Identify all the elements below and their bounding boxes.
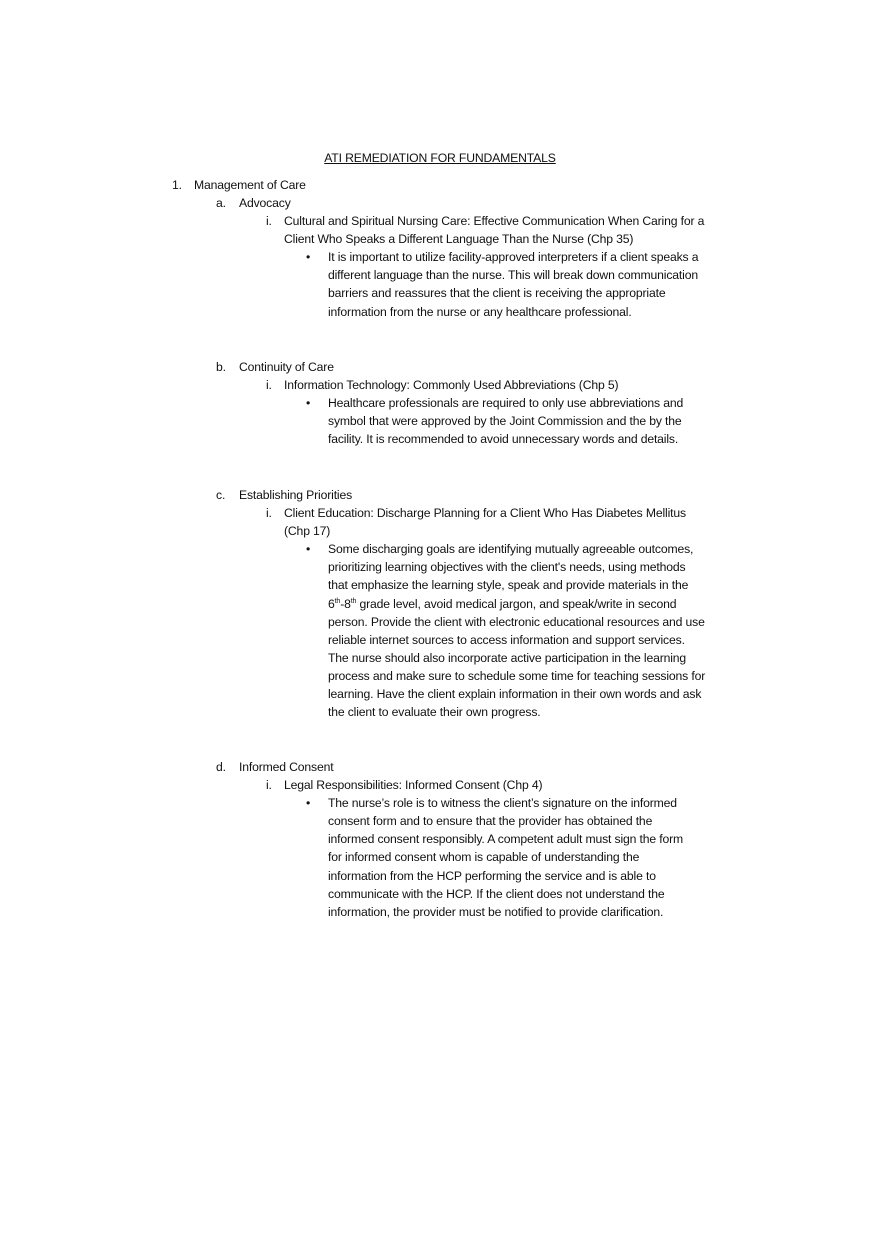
bullet-line — [328, 595, 705, 613]
subsection-heading: Informed Consent — [239, 760, 334, 774]
bullet-line: information from the nurse or any healthcare professional. — [328, 304, 632, 319]
bullet-line: learning. Have the client explain information in their own words and ask — [328, 687, 702, 702]
bullet-icon: • — [306, 542, 311, 557]
topic-text — [284, 776, 542, 794]
bullet-text — [328, 540, 705, 721]
superscript: th — [334, 597, 341, 605]
subsection-letter: b. — [216, 360, 226, 374]
subsection-letter: c. — [216, 488, 226, 502]
document-title: ATI REMEDIATION FOR FUNDAMENTALS — [324, 151, 556, 165]
topic-text — [284, 504, 686, 540]
topic-line: Client Who Speaks a Different Language Than the Nurse (Chp 35) — [284, 232, 634, 247]
bullet-line: barriers and reassures that the client is receiving the appropriate — [328, 286, 666, 301]
bullet-line: Healthcare professionals are required to only use abbreviations and — [328, 396, 684, 411]
topic-line: Information Technology: Commonly Used Abbreviations (Chp 5) — [284, 378, 619, 393]
bullet-line: different language than the nurse. This will break down communication — [328, 268, 698, 283]
bullet-line: The nurse’s role is to witness the client’s signature on the informed — [328, 796, 677, 811]
topic-text — [284, 212, 704, 248]
topic-line: (Chp 17) — [284, 524, 331, 539]
bullet-line: symbol that were approved by the Joint Commission and the by the — [328, 414, 682, 429]
topic-line: Client Education: Discharge Planning for a Client Who Has Diabetes Mellitus — [284, 506, 686, 521]
bullet-line: consent form and to ensure that the provider has obtained the — [328, 814, 653, 829]
bullet-icon: • — [306, 796, 311, 811]
bullet-line: process and make sure to schedule some time for teaching sessions for — [328, 668, 706, 683]
subsection-heading: Advocacy — [239, 196, 291, 210]
subsection-heading: Establishing Priorities — [239, 488, 353, 502]
topic-numeral: i. — [266, 214, 272, 229]
bullet-line: informed consent responsibly. A competent adult must sign the form — [328, 832, 684, 847]
bullet-icon: • — [306, 250, 311, 265]
bullet-line: It is important to utilize facility-approved interpreters if a client speaks a — [328, 250, 699, 265]
bullet-text — [328, 394, 683, 448]
text-run: grade level, avoid medical jargon, and speak/write in second — [356, 596, 677, 611]
bullet-icon: • — [306, 396, 311, 411]
bullet-line: The nurse should also incorporate active participation in the learning — [328, 650, 687, 665]
section-heading: Management of Care — [194, 178, 306, 192]
bullet-line: the client to evaluate their own progress. — [328, 705, 541, 720]
text-run: 6 — [328, 596, 335, 611]
topic-numeral: i. — [266, 378, 272, 393]
bullet-line: for informed consent whom is capable of understanding the — [328, 850, 640, 865]
text-run: -8 — [340, 596, 351, 611]
subsection-letter: d. — [216, 760, 226, 774]
topic-text — [284, 376, 618, 394]
bullet-line: reliable internet sources to access information and support services. — [328, 632, 685, 647]
bullet-line: facility. It is recommended to avoid unnecessary words and details. — [328, 432, 679, 447]
topic-line: Cultural and Spiritual Nursing Care: Effective Communication When Caring for a — [284, 214, 705, 229]
bullet-line: prioritizing learning objectives with the client's needs, using methods — [328, 560, 686, 575]
section-number: 1. — [172, 178, 182, 192]
subsection-heading: Continuity of Care — [239, 360, 334, 374]
bullet-line: person. Provide the client with electronic educational resources and use — [328, 614, 705, 629]
bullet-line: information from the HCP performing the service and is able to — [328, 868, 656, 883]
bullet-text — [328, 794, 683, 921]
topic-line: Legal Responsibilities: Informed Consent (Chp 4) — [284, 778, 543, 793]
topic-numeral: i. — [266, 778, 272, 793]
bullet-line: communicate with the HCP. If the client does not understand the — [328, 886, 665, 901]
bullet-line: information, the provider must be notified to provide clarification. — [328, 904, 664, 919]
bullet-line: that emphasize the learning style, speak and provide materials in the — [328, 578, 689, 593]
superscript: th — [350, 597, 357, 605]
bullet-line: Some discharging goals are identifying mutually agreeable outcomes, — [328, 542, 694, 557]
bullet-text — [328, 248, 698, 320]
subsection-letter: a. — [216, 196, 226, 210]
topic-numeral: i. — [266, 506, 272, 521]
